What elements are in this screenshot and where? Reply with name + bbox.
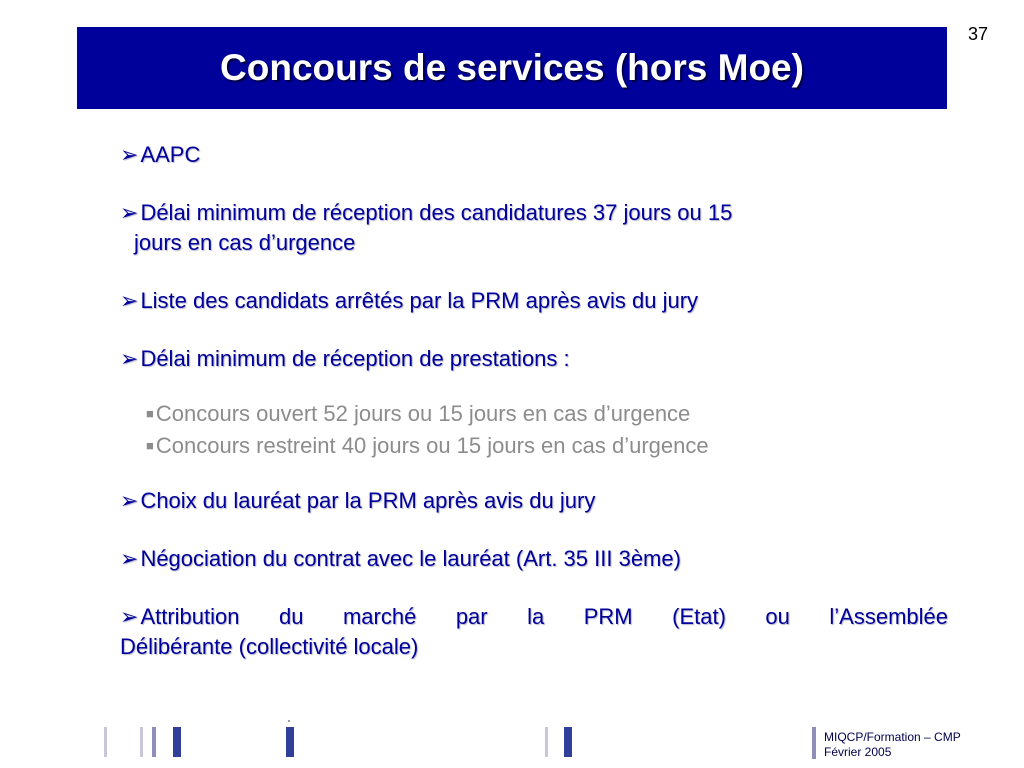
slide-body xyxy=(120,140,948,662)
bullet-text-line1: Attribution du marché par la PRM (Etat) ou l’Assemblée xyxy=(140,604,948,629)
bullet-text: Liste des candidats arrêtés par la PRM après avis du jury xyxy=(140,288,699,313)
decorative-bar xyxy=(286,727,294,757)
slide-title: Concours de services (hors Moe) xyxy=(220,47,804,88)
sub-item-text: Concours ouvert 52 jours ou 15 jours en cas d’urgence xyxy=(155,401,691,426)
decorative-bar xyxy=(812,727,816,759)
arrow-bullet-icon: ➢ xyxy=(120,488,139,513)
footer-credits xyxy=(824,730,961,760)
sub-item-text: Concours restreint 40 jours ou 15 jours en cas d’urgence xyxy=(155,433,709,458)
bullet-aapc xyxy=(120,140,948,170)
arrow-bullet-icon: ➢ xyxy=(120,288,139,313)
bullet-attribution xyxy=(120,602,948,662)
sub-item-concours-ouvert xyxy=(120,398,948,430)
footer-line1: MIQCP/Formation – CMP xyxy=(824,730,961,744)
slide-number: 37 xyxy=(968,24,989,44)
square-bullet-icon: ■ xyxy=(146,406,154,421)
arrow-bullet-icon: ➢ xyxy=(120,200,139,225)
bullet-text: AAPC xyxy=(140,142,201,167)
arrow-bullet-icon: ➢ xyxy=(120,546,139,571)
decorative-dot xyxy=(288,720,290,722)
arrow-bullet-icon: ➢ xyxy=(120,346,139,371)
decorative-bar xyxy=(152,727,156,757)
footer-line2: Février 2005 xyxy=(824,745,892,759)
bullet-delai-prestations xyxy=(120,344,948,374)
bullet-liste-candidats xyxy=(120,286,948,316)
bullet-choix-laureat xyxy=(120,486,948,516)
sub-item-concours-restreint xyxy=(120,430,948,462)
arrow-bullet-icon: ➢ xyxy=(120,604,139,629)
title-bar xyxy=(77,27,947,109)
bullet-text: Négociation du contrat avec le lauréat (Art. 35 III 3ème) xyxy=(140,546,681,571)
decorative-bar xyxy=(104,727,107,757)
arrow-bullet-icon: ➢ xyxy=(120,142,139,167)
bullet-text-line2: jours en cas d’urgence xyxy=(134,230,356,255)
bullet-text-line2: Délibérante (collectivité locale) xyxy=(120,634,419,659)
decorative-bar xyxy=(140,727,143,757)
bullet-negociation xyxy=(120,544,948,574)
decorative-bar xyxy=(173,727,181,757)
bullet-delai-candidatures xyxy=(120,198,948,258)
decorative-bar xyxy=(545,727,548,757)
bullet-text: Choix du lauréat par la PRM après avis du jury xyxy=(140,488,596,513)
square-bullet-icon: ■ xyxy=(146,438,154,453)
bullet-text: Délai minimum de réception de prestations : xyxy=(140,346,570,371)
decorative-bar xyxy=(564,727,572,757)
bullet-text-line1: Délai minimum de réception des candidatures 37 jours ou 15 xyxy=(140,200,733,225)
